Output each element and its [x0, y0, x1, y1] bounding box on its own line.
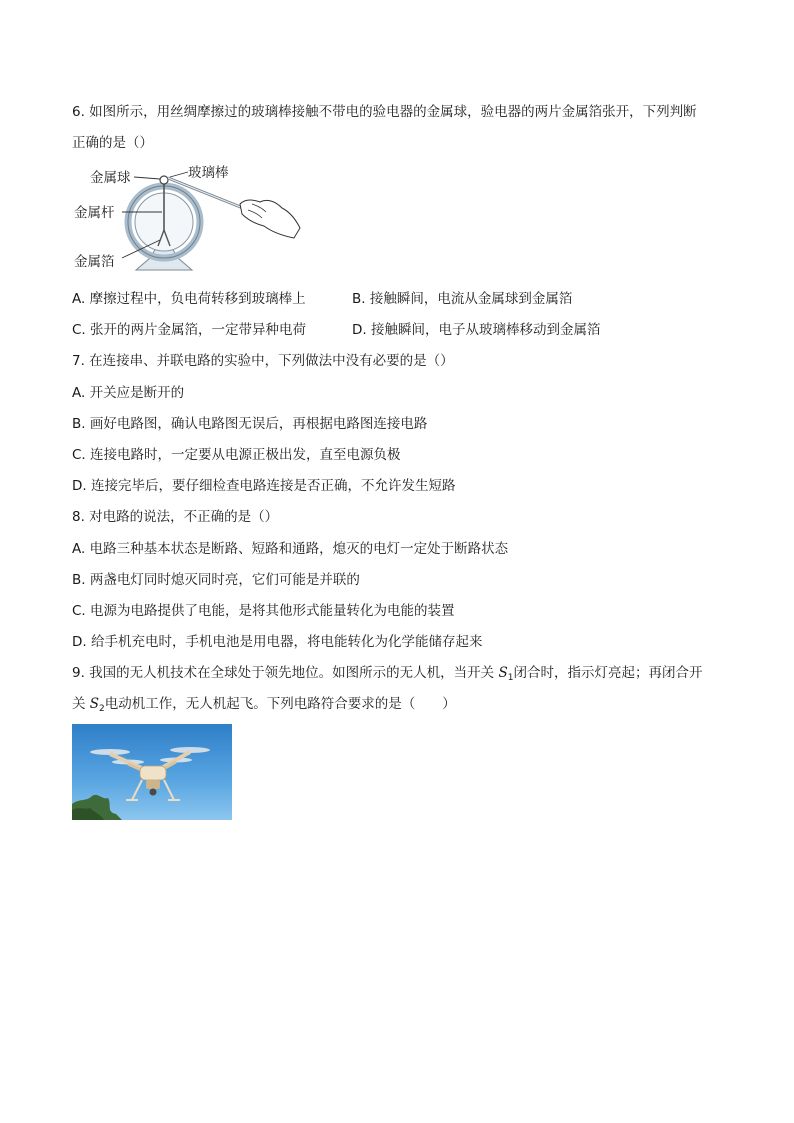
q9-line2-part-b: 电动机工作，无人机起飞。下列电路符合要求的是（ ） [104, 696, 456, 712]
q9-stem-line2 [72, 694, 456, 719]
q6-option-b: B. 接触瞬间，电流从金属球到金属箔 [352, 291, 573, 307]
switch-s1-subscript: 1 [507, 673, 514, 683]
q6-stem-line2: 正确的是（） [72, 135, 153, 151]
drone-photo [72, 724, 232, 820]
q9-line1-part-b: 闭合时，指示灯亮起；再闭合开 [513, 665, 703, 681]
switch-s2-subscript: 2 [99, 704, 105, 714]
q6-option-a: A. 摩擦过程中，负电荷转移到玻璃棒上 [72, 291, 306, 307]
q7-option-a: A. 开关应是断开的 [72, 385, 185, 401]
switch-s2-symbol: S [89, 696, 100, 712]
q9-line2-part-a: 关 [72, 696, 90, 712]
switch-s1-symbol: S [498, 665, 508, 681]
q8-option-b: B. 两盏电灯同时熄灭同时亮，它们可能是并联的 [72, 572, 360, 588]
label-metal-stem: 金属杆 [74, 205, 115, 221]
q7-option-b: B. 画好电路图，确认电路图无误后，再根据电路图连接电路 [72, 416, 428, 432]
q7-option-d: D. 连接完毕后，要仔细检查电路连接是否正确，不允许发生短路 [72, 478, 456, 494]
electroscope-figure [72, 160, 304, 278]
q8-option-c: C. 电源为电路提供了电能，是将其他形式能量转化为电能的装置 [72, 603, 455, 619]
q7-option-c: C. 连接电路时，一定要从电源正极出发，直至电源负极 [72, 447, 401, 463]
label-metal-ball: 金属球 [90, 170, 131, 186]
q8-option-a: A. 电路三种基本状态是断路、短路和通路，熄灭的电灯一定处于断路状态 [72, 541, 509, 557]
q6-option-d: D. 接触瞬间，电子从玻璃棒移动到金属箔 [352, 322, 601, 338]
q9-stem-line1 [72, 663, 702, 688]
q8-option-d: D. 给手机充电时，手机电池是用电器，将电能转化为化学能储存起来 [72, 634, 483, 650]
label-glass-rod: 玻璃棒 [188, 165, 229, 181]
q6-option-c: C. 张开的两片金属箔，一定带异种电荷 [72, 322, 307, 338]
q9-line1-part-a: 9. 我国的无人机技术在全球处于领先地位。如图所示的无人机，当开关 [72, 665, 499, 681]
label-metal-foil: 金属箔 [74, 254, 115, 270]
metal-ball [160, 176, 168, 184]
hand-illustration [240, 200, 300, 238]
q8-stem: 8. 对电路的说法，不正确的是（） [72, 509, 279, 525]
q6-stem-line1: 6. 如图所示，用丝绸摩擦过的玻璃棒接触不带电的验电器的金属球，验电器的两片金属箔张开，下列判断 [72, 104, 697, 120]
q7-stem: 7. 在连接串、并联电路的实验中，下列做法中没有必要的是（） [72, 353, 454, 369]
